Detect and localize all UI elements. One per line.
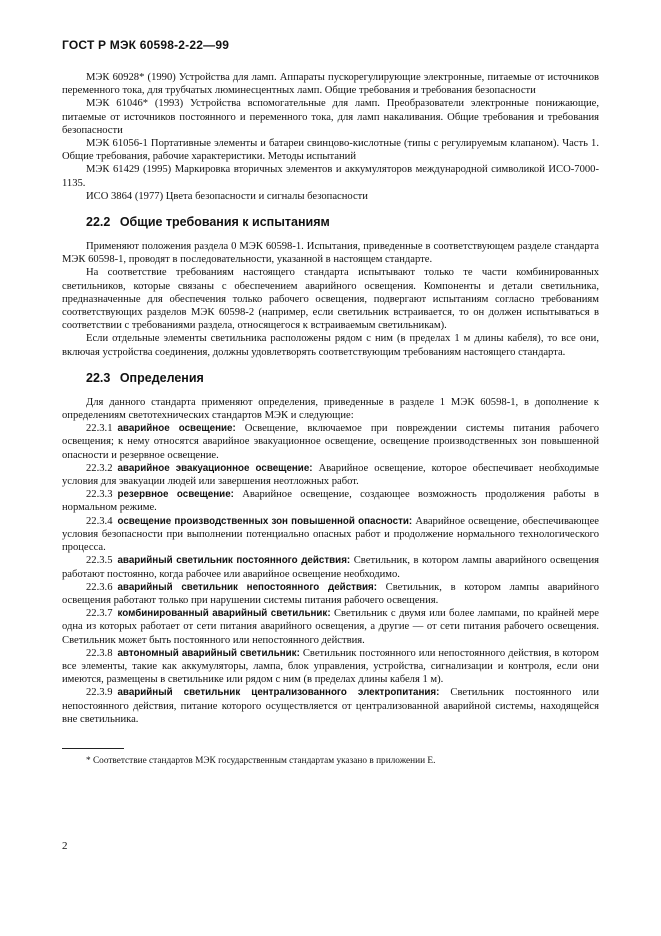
definition-item: 22.3.2 аварийное эвакуационное освещение: Аварийное освещение, которое обеспечивает необходимые условия для эвакуации людей или завершения неотложных работ. bbox=[62, 462, 599, 488]
references-list bbox=[62, 71, 599, 203]
definition-item: 22.3.7 комбинированный аварийный светильник: Светильник с двумя или более лампами, по крайней мере одна из которых работает от сети питания аварийного освещения, а другие — от сети питания рабочего освещения. Светильник может быть постоянного или непостоянного действия. bbox=[62, 608, 599, 646]
footnote: * Соответствие стандартов МЭК государственным стандартам указано в приложении Е. bbox=[86, 755, 436, 766]
paragraph: Если отдельные элементы светильника расположены рядом с ним (в пределах 1 м длины кабеля), то все они, включая устройства соединения, должны удовлетворять соответствующим требованиям настоящего стандарта. bbox=[62, 333, 599, 358]
reference-item: ИСО 3864 (1977) Цвета безопасности и сигналы безопасности bbox=[86, 190, 368, 202]
document-header: ГОСТ Р МЭК 60598-2-22—99 bbox=[62, 38, 230, 52]
reference-item: МЭК 60928* (1990) Устройства для ламп. Аппараты пускорегулирующие электронные, питаемые от источников переменного тока, для трубчатых люминесцентных ламп. Общие требования и требования безопасности bbox=[62, 72, 599, 97]
definition-item: 22.3.5 аварийный светильник постоянного действия: Светильник, в котором лампы аварийного освещения работают постоянно, когда рабочее или аварийное освещение необходимо. bbox=[62, 555, 600, 580]
reference-item: МЭК 61429 (1995) Маркировка вторичных элементов и аккумуляторов международной символикой ИСО-7000-1135. bbox=[62, 164, 599, 189]
definition-item: 22.3.8 автономный аварийный светильник: Светильник постоянного или непостоянного действия, в котором все элементы, такие как аккумуляторы, лампа, блок управления, устройства, сигнализации и контроля, если они имеются, размещены в светильнике или рядом с ним (в пределах длины кабеля 1 м). bbox=[62, 647, 599, 686]
paragraph: На соответствие требованиям настоящего стандарта испытывают только те части комбинированных светильников, которые связаны с обеспечением аварийного освещения. Компоненты и детали светильника, предназначенные для обеспечения только рабочего освещения, подвергают испытаниям согласно требованиям соответствующих разделов МЭК 60598-2 (например, если светильник встраивается, то он должен испытываться в соответствии с требованиями раздела, относящегося к встраиваемым светильникам). bbox=[62, 267, 599, 332]
section-number: 22.3 bbox=[86, 370, 111, 385]
reference-item: МЭК 61056-1 Портативные элементы и батареи свинцово-кислотные (типы с регулируемым клапаном). Часть 1. Общие требования, рабочие характеристики. Методы испытаний bbox=[62, 138, 599, 163]
section-title: Общие требования к испытаниям bbox=[119, 215, 330, 230]
definition-item: 22.3.6 аварийный светильник непостоянного действия: Светильник, в котором лампы аварийного освещения работают только при нарушении системы питания рабочего освещения. bbox=[62, 581, 600, 606]
footnote-divider bbox=[62, 748, 124, 749]
section-22-3-heading bbox=[86, 371, 599, 385]
section-22-2-heading bbox=[86, 215, 599, 229]
paragraph: Применяют положения раздела 0 МЭК 60598-1. Испытания, приведенные в соответствующем разделе стандарта МЭК 60598-1, проводят в последовательности, указанной в настоящем стандарте. bbox=[62, 241, 599, 266]
section-number: 22.2 bbox=[86, 215, 111, 230]
definition-item: 22.3.9 аварийный светильник централизованного электропитания: Светильник постоянного или непостоянного действия, питание которого осуществляется от централизованной аварийной системы, находящейся вне светильника. bbox=[62, 687, 599, 725]
page-number: 2 bbox=[62, 840, 68, 852]
definition-item: 22.3.3 резервное освещение: Аварийное освещение, создающее возможность продолжения работы в нормальном режиме. bbox=[62, 489, 599, 514]
definition-item: 22.3.1 аварийное освещение: Освещение, включаемое при повреждении системы питания рабочего освещения; к нему относятся аварийное эвакуационное освещение, освещение производственных зон повышенной опасности и резервное освещение. bbox=[62, 423, 599, 461]
definition-item: 22.3.4 освещение производственных зон повышенной опасности: Аварийное освещение, обеспечивающее условия безопасности при выполнении потенциально опасных работ и продолжение нормального технологического процесса. bbox=[62, 515, 599, 554]
section-title: Определения bbox=[119, 370, 204, 385]
paragraph: Для данного стандарта применяют определения, приведенные в разделе 1 МЭК 60598-1, в дополнение к определениям светотехнических стандартов МЭК и следующие: bbox=[62, 396, 599, 422]
reference-item: МЭК 61046* (1993) Устройства вспомогательные для ламп. Преобразователи электронные понижающие, питаемые от источников постоянного и переменного тока, для ламп накаливания. Общие требования и требования безопасности bbox=[62, 98, 599, 136]
document-page bbox=[62, 38, 599, 767]
